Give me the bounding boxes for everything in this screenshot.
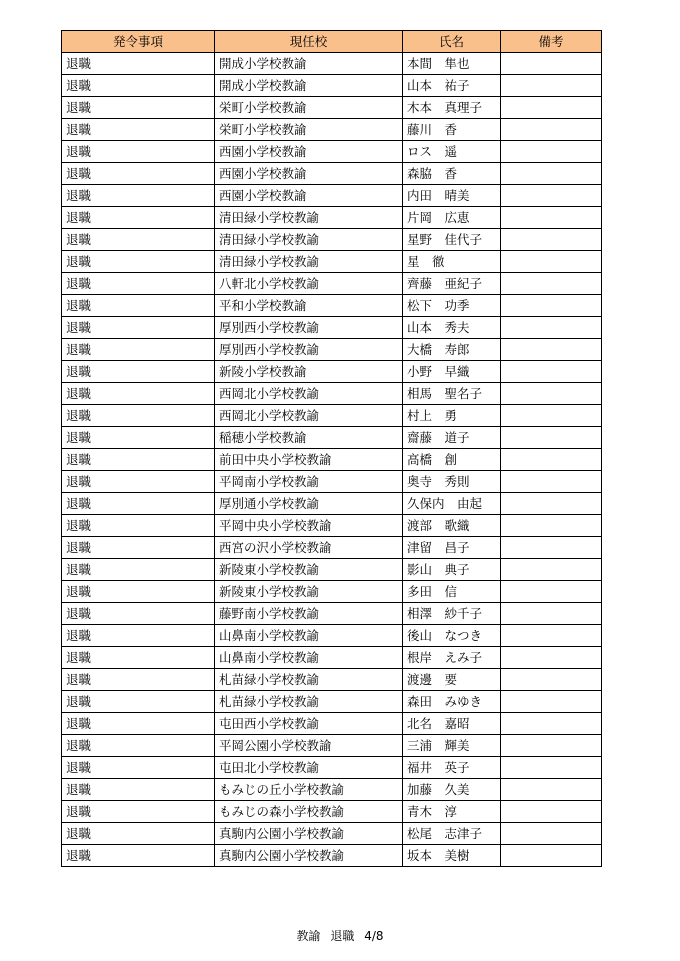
cell-order-type: 退職 bbox=[62, 251, 215, 273]
cell-current-school: 西園小学校教諭 bbox=[215, 141, 403, 163]
cell-remarks bbox=[501, 75, 602, 97]
cell-current-school: 開成小学校教諭 bbox=[215, 75, 403, 97]
cell-name: 福井 英子 bbox=[403, 757, 501, 779]
cell-remarks bbox=[501, 471, 602, 493]
cell-remarks bbox=[501, 295, 602, 317]
cell-remarks bbox=[501, 207, 602, 229]
cell-order-type: 退職 bbox=[62, 691, 215, 713]
table-row bbox=[62, 801, 602, 823]
cell-remarks bbox=[501, 801, 602, 823]
cell-order-type: 退職 bbox=[62, 669, 215, 691]
cell-name: 根岸 えみ子 bbox=[403, 647, 501, 669]
cell-remarks bbox=[501, 449, 602, 471]
footer-type: 退職 bbox=[330, 929, 355, 943]
cell-current-school: 栄町小学校教諭 bbox=[215, 97, 403, 119]
cell-order-type: 退職 bbox=[62, 317, 215, 339]
cell-remarks bbox=[501, 97, 602, 119]
cell-order-type: 退職 bbox=[62, 361, 215, 383]
cell-order-type: 退職 bbox=[62, 295, 215, 317]
cell-order-type: 退職 bbox=[62, 559, 215, 581]
cell-name: 相馬 聖名子 bbox=[403, 383, 501, 405]
cell-current-school: 清田緑小学校教諭 bbox=[215, 207, 403, 229]
cell-name: 大橋 寿郎 bbox=[403, 339, 501, 361]
cell-current-school: もみじの森小学校教諭 bbox=[215, 801, 403, 823]
personnel-table bbox=[61, 30, 602, 867]
cell-remarks bbox=[501, 845, 602, 867]
cell-current-school: 西宮の沢小学校教諭 bbox=[215, 537, 403, 559]
cell-current-school: 清田緑小学校教諭 bbox=[215, 251, 403, 273]
header-order-type: 発令事項 bbox=[62, 31, 215, 53]
table-row bbox=[62, 273, 602, 295]
cell-current-school: 札苗緑小学校教諭 bbox=[215, 669, 403, 691]
table-row bbox=[62, 845, 602, 867]
table-row bbox=[62, 559, 602, 581]
cell-name: 松下 功季 bbox=[403, 295, 501, 317]
cell-name: 多田 信 bbox=[403, 581, 501, 603]
cell-order-type: 退職 bbox=[62, 339, 215, 361]
cell-remarks bbox=[501, 735, 602, 757]
cell-name: ロス 遥 bbox=[403, 141, 501, 163]
cell-remarks bbox=[501, 493, 602, 515]
table-row bbox=[62, 405, 602, 427]
cell-remarks bbox=[501, 383, 602, 405]
cell-order-type: 退職 bbox=[62, 427, 215, 449]
table-row bbox=[62, 757, 602, 779]
cell-name: 藤川 香 bbox=[403, 119, 501, 141]
cell-name: 影山 典子 bbox=[403, 559, 501, 581]
cell-order-type: 退職 bbox=[62, 581, 215, 603]
cell-remarks bbox=[501, 515, 602, 537]
cell-order-type: 退職 bbox=[62, 97, 215, 119]
cell-order-type: 退職 bbox=[62, 647, 215, 669]
cell-remarks bbox=[501, 779, 602, 801]
table-row bbox=[62, 713, 602, 735]
cell-current-school: 平和小学校教諭 bbox=[215, 295, 403, 317]
cell-remarks bbox=[501, 823, 602, 845]
cell-order-type: 退職 bbox=[62, 163, 215, 185]
cell-current-school: 厚別通小学校教諭 bbox=[215, 493, 403, 515]
cell-name: 坂本 美樹 bbox=[403, 845, 501, 867]
cell-name: 村上 勇 bbox=[403, 405, 501, 427]
cell-order-type: 退職 bbox=[62, 53, 215, 75]
page-footer bbox=[0, 928, 680, 944]
cell-order-type: 退職 bbox=[62, 823, 215, 845]
cell-current-school: 新陵東小学校教諭 bbox=[215, 559, 403, 581]
cell-name: 奥寺 秀則 bbox=[403, 471, 501, 493]
cell-current-school: 山鼻南小学校教諭 bbox=[215, 647, 403, 669]
cell-remarks bbox=[501, 647, 602, 669]
cell-remarks bbox=[501, 119, 602, 141]
header-remarks: 備考 bbox=[501, 31, 602, 53]
table-row bbox=[62, 779, 602, 801]
cell-order-type: 退職 bbox=[62, 449, 215, 471]
cell-remarks bbox=[501, 185, 602, 207]
cell-current-school: 札苗緑小学校教諭 bbox=[215, 691, 403, 713]
cell-current-school: 新陵小学校教諭 bbox=[215, 361, 403, 383]
cell-order-type: 退職 bbox=[62, 537, 215, 559]
cell-remarks bbox=[501, 625, 602, 647]
cell-remarks bbox=[501, 691, 602, 713]
footer-category: 教諭 bbox=[296, 929, 321, 943]
cell-remarks bbox=[501, 229, 602, 251]
cell-order-type: 退職 bbox=[62, 273, 215, 295]
table-row bbox=[62, 515, 602, 537]
cell-current-school: 稲穂小学校教諭 bbox=[215, 427, 403, 449]
cell-name: 渡邊 要 bbox=[403, 669, 501, 691]
cell-order-type: 退職 bbox=[62, 845, 215, 867]
cell-current-school: 屯田北小学校教諭 bbox=[215, 757, 403, 779]
table-row bbox=[62, 823, 602, 845]
cell-remarks bbox=[501, 163, 602, 185]
table-row bbox=[62, 97, 602, 119]
table-row bbox=[62, 185, 602, 207]
table-row bbox=[62, 53, 602, 75]
table-row bbox=[62, 207, 602, 229]
cell-current-school: 西岡北小学校教諭 bbox=[215, 405, 403, 427]
table-row bbox=[62, 493, 602, 515]
cell-remarks bbox=[501, 713, 602, 735]
cell-remarks bbox=[501, 581, 602, 603]
cell-order-type: 退職 bbox=[62, 141, 215, 163]
cell-current-school: もみじの丘小学校教諭 bbox=[215, 779, 403, 801]
table-row bbox=[62, 339, 602, 361]
table-row bbox=[62, 163, 602, 185]
cell-remarks bbox=[501, 339, 602, 361]
table-row bbox=[62, 669, 602, 691]
cell-remarks bbox=[501, 251, 602, 273]
cell-name: 青木 淳 bbox=[403, 801, 501, 823]
table-row bbox=[62, 603, 602, 625]
cell-name: 山本 祐子 bbox=[403, 75, 501, 97]
cell-name: 齊藤 亜紀子 bbox=[403, 273, 501, 295]
cell-name: 星野 佳代子 bbox=[403, 229, 501, 251]
cell-current-school: 新陵東小学校教諭 bbox=[215, 581, 403, 603]
cell-current-school: 前田中央小学校教諭 bbox=[215, 449, 403, 471]
table-row bbox=[62, 647, 602, 669]
table-row bbox=[62, 625, 602, 647]
table-row bbox=[62, 361, 602, 383]
cell-remarks bbox=[501, 141, 602, 163]
cell-order-type: 退職 bbox=[62, 713, 215, 735]
cell-remarks bbox=[501, 361, 602, 383]
cell-order-type: 退職 bbox=[62, 119, 215, 141]
cell-current-school: 真駒内公園小学校教諭 bbox=[215, 823, 403, 845]
cell-name: 相澤 紗千子 bbox=[403, 603, 501, 625]
cell-name: 津留 昌子 bbox=[403, 537, 501, 559]
cell-order-type: 退職 bbox=[62, 757, 215, 779]
table-row bbox=[62, 383, 602, 405]
table-row bbox=[62, 119, 602, 141]
table-row bbox=[62, 251, 602, 273]
cell-order-type: 退職 bbox=[62, 493, 215, 515]
cell-remarks bbox=[501, 603, 602, 625]
cell-current-school: 平岡公園小学校教諭 bbox=[215, 735, 403, 757]
table-row bbox=[62, 581, 602, 603]
cell-name: 加藤 久美 bbox=[403, 779, 501, 801]
cell-remarks bbox=[501, 317, 602, 339]
table-row bbox=[62, 691, 602, 713]
table-row bbox=[62, 427, 602, 449]
cell-current-school: 開成小学校教諭 bbox=[215, 53, 403, 75]
cell-order-type: 退職 bbox=[62, 185, 215, 207]
cell-current-school: 西園小学校教諭 bbox=[215, 163, 403, 185]
table-row bbox=[62, 229, 602, 251]
cell-name: 森脇 香 bbox=[403, 163, 501, 185]
cell-name: 後山 なつき bbox=[403, 625, 501, 647]
cell-current-school: 西岡北小学校教諭 bbox=[215, 383, 403, 405]
cell-name: 三浦 輝美 bbox=[403, 735, 501, 757]
cell-current-school: 清田緑小学校教諭 bbox=[215, 229, 403, 251]
cell-name: 松尾 志津子 bbox=[403, 823, 501, 845]
cell-current-school: 八軒北小学校教諭 bbox=[215, 273, 403, 295]
cell-current-school: 山鼻南小学校教諭 bbox=[215, 625, 403, 647]
cell-name: 高橋 創 bbox=[403, 449, 501, 471]
cell-name: 森田 みゆき bbox=[403, 691, 501, 713]
footer-page-number: 4/8 bbox=[364, 929, 384, 943]
cell-current-school: 平岡南小学校教諭 bbox=[215, 471, 403, 493]
cell-name: 山本 秀夫 bbox=[403, 317, 501, 339]
cell-name: 渡部 歌織 bbox=[403, 515, 501, 537]
cell-name: 片岡 広恵 bbox=[403, 207, 501, 229]
table-row bbox=[62, 141, 602, 163]
cell-order-type: 退職 bbox=[62, 75, 215, 97]
cell-order-type: 退職 bbox=[62, 779, 215, 801]
cell-order-type: 退職 bbox=[62, 405, 215, 427]
cell-order-type: 退職 bbox=[62, 801, 215, 823]
table-row bbox=[62, 449, 602, 471]
cell-name: 内田 晴美 bbox=[403, 185, 501, 207]
cell-order-type: 退職 bbox=[62, 735, 215, 757]
cell-name: 齋藤 道子 bbox=[403, 427, 501, 449]
cell-current-school: 真駒内公園小学校教諭 bbox=[215, 845, 403, 867]
cell-current-school: 西園小学校教諭 bbox=[215, 185, 403, 207]
cell-name: 北名 嘉昭 bbox=[403, 713, 501, 735]
cell-name: 星 徹 bbox=[403, 251, 501, 273]
cell-current-school: 厚別西小学校教諭 bbox=[215, 339, 403, 361]
header-current-school: 現任校 bbox=[215, 31, 403, 53]
cell-current-school: 厚別西小学校教諭 bbox=[215, 317, 403, 339]
cell-remarks bbox=[501, 559, 602, 581]
cell-order-type: 退職 bbox=[62, 603, 215, 625]
table-row bbox=[62, 735, 602, 757]
table-body bbox=[62, 53, 602, 867]
cell-current-school: 藤野南小学校教諭 bbox=[215, 603, 403, 625]
cell-remarks bbox=[501, 427, 602, 449]
table-header-row bbox=[62, 31, 602, 53]
cell-remarks bbox=[501, 405, 602, 427]
cell-name: 本間 隼也 bbox=[403, 53, 501, 75]
table-row bbox=[62, 75, 602, 97]
cell-current-school: 平岡中央小学校教諭 bbox=[215, 515, 403, 537]
cell-remarks bbox=[501, 273, 602, 295]
cell-current-school: 屯田西小学校教諭 bbox=[215, 713, 403, 735]
cell-remarks bbox=[501, 537, 602, 559]
cell-order-type: 退職 bbox=[62, 515, 215, 537]
table-row bbox=[62, 537, 602, 559]
cell-order-type: 退職 bbox=[62, 625, 215, 647]
cell-remarks bbox=[501, 53, 602, 75]
cell-remarks bbox=[501, 757, 602, 779]
cell-order-type: 退職 bbox=[62, 229, 215, 251]
cell-name: 久保内 由起 bbox=[403, 493, 501, 515]
cell-order-type: 退職 bbox=[62, 471, 215, 493]
header-name: 氏名 bbox=[403, 31, 501, 53]
cell-current-school: 栄町小学校教諭 bbox=[215, 119, 403, 141]
table-row bbox=[62, 295, 602, 317]
cell-order-type: 退職 bbox=[62, 383, 215, 405]
table-row bbox=[62, 317, 602, 339]
cell-remarks bbox=[501, 669, 602, 691]
cell-order-type: 退職 bbox=[62, 207, 215, 229]
cell-name: 小野 早織 bbox=[403, 361, 501, 383]
cell-name: 木本 真理子 bbox=[403, 97, 501, 119]
table-row bbox=[62, 471, 602, 493]
